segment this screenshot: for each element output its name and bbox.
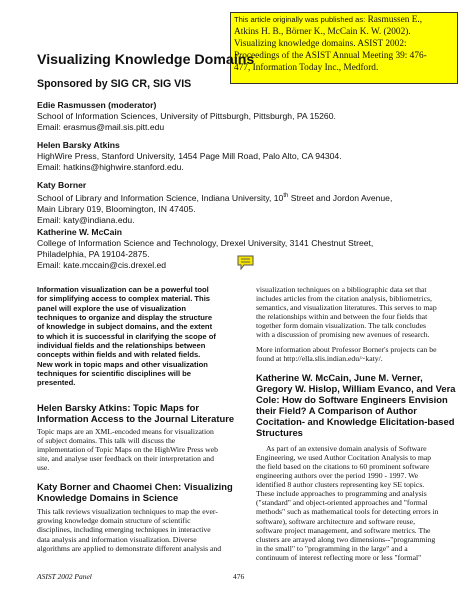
person-name: Katy Borner: [37, 180, 87, 190]
panel-abstract: Information visualization can be a powerful tool for simplifying access to complex material. This panel will explore the use of visualization techniques to organize and display the structure of knowledge in subject domains, and the extent to which it is successful in clarifying the scope of individual fields and the relationships between concepts within fields and with related fields. New work in topic maps and other visualization techniques for scientific disciplines will be presented.: [37, 285, 216, 388]
section-body: visualization techniques on a bibliographic data set that includes articles from the citation analysis, bibliometrics, semantics, and visualization literatures. This serves to map the relationships within and between the four fields that together form domain visualization. The talk concludes with a discussion of promising new avenues of research.: [256, 285, 437, 340]
right-column: [256, 285, 456, 562]
person-block: [37, 140, 342, 173]
person-affiliation: HighWire Press, Stanford University, 1454 Page Mill Road, Palo Alto, CA 94304.: [37, 150, 342, 161]
sponsor-line: Sponsored by SIG CR, SIG VIS: [37, 78, 192, 90]
person-block: [37, 180, 392, 225]
footer-label: ASIST 2002 Panel: [37, 572, 92, 581]
person-name: Helen Barsky Atkins: [37, 140, 120, 150]
notice-line: Atkins H. B., Börner K., McCain K. W. (2002).: [234, 27, 411, 37]
comment-note-icon[interactable]: [237, 255, 254, 270]
section-heading: Helen Barsky Atkins: Topic Maps for Information Access to the Journal Literature: [37, 401, 235, 424]
person-name: Katherine W. McCain: [37, 227, 122, 237]
person-email: Email: erasmus@mail.sis.pitt.edu: [37, 121, 165, 132]
publication-notice: [230, 12, 458, 84]
person-block: [37, 100, 336, 133]
section-body: More information about Professor Borner's projects can be found at http://ella.slis.indian.edu/~katy/.: [256, 344, 437, 363]
person-name: Edie Rasmussen (moderator): [37, 100, 157, 110]
person-affiliation: Main Library 019, Bloomington, IN 47405.: [37, 203, 196, 214]
person-affiliation: College of Information Science and Technology, Drexel University, 3141 Chestnut Street,: [37, 237, 374, 248]
notice-line: Rasmussen E.,: [367, 15, 423, 25]
paper-title: Visualizing Knowledge Domains: [37, 52, 255, 68]
person-email: Email: hatkins@highwire.stanford.edu.: [37, 161, 184, 172]
section-body: As part of an extensive domain analysis of Software Engineering, we used Author Cocitation Analysis to map the field based on the citations to 60 prominent software engineering authors over the period 1990 - 1997. We identified 8 author clusters representing key SE topics. These include approaches to programming and analysis ("standard" and object-oriented approaches and "formal methods" such as mathematical tools for detecting errors in software), software architecture and software reuse, software project management, and software metrics. The clusters are arrayed along two dimensions--"programming in the small" to "programming in the large" and a continuum of interest reflecting more or less "formal": [256, 443, 439, 562]
section-body: Topic maps are an XML-encoded means for visualization of subject domains. This talk will discuss the implementation of Topic Maps on the HighWire Press web site, and analyse user feedback on their interpretation and use.: [37, 426, 218, 473]
notice-line: Proceedings of the ASIST Annual Meeting 39: 476-: [234, 51, 427, 61]
person-affiliation: School of Library and Information Science, Indiana University, 10th Street and Jordon Avenue,: [37, 192, 393, 203]
section-body: This talk reviews visualization techniques to map the ever- growing knowledge domain structure of scientific disciplines, including emerging techniques in interactive data analysis and information visualization. Diverse algorithms are applied to demonstrate different analysis and: [37, 507, 222, 553]
notice-line: 477, Information Today Inc., Medford.: [234, 63, 379, 73]
person-affiliation: Philadelphia, PA 19104-2875.: [37, 248, 150, 259]
section-heading: Katherine W. McCain, June M. Verner, Gregory W. Hislop, William Evanco, and Vera Cole: How do Software Engineers Envision their Field? A Comparison of Author Cocitation- and Knowledge Elicitation-based Structures: [256, 371, 456, 438]
person-block: [37, 227, 373, 271]
person-email: Email: katy@indiana.edu.: [37, 214, 135, 225]
notice-lead: This article originally was published as:: [234, 15, 366, 24]
left-column: [37, 285, 237, 553]
person-affiliation: School of Information Sciences, University of Pittsburgh, Pittsburgh, PA 15260.: [37, 110, 336, 121]
section-heading: Katy Borner and Chaomei Chen: Visualizing Knowledge Domains in Science: [37, 481, 233, 504]
notice-line: Visualizing knowledge domains. ASIST 2002:: [234, 39, 407, 49]
page-number: 476: [233, 572, 245, 581]
person-email: Email: kate.mccain@cis.drexel.ed: [37, 259, 167, 270]
